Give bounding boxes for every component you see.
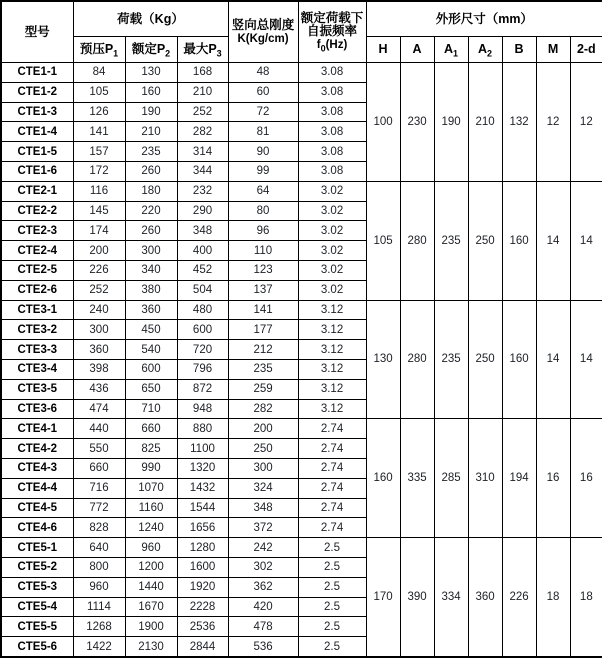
dim-cell-2d: 14: [570, 181, 602, 300]
rated-cell: 1240: [125, 518, 177, 538]
preload-cell: 440: [73, 419, 125, 439]
col-group-load: 荷载（Kg）: [73, 1, 228, 37]
dim-cell-a1: 285: [434, 419, 468, 538]
stiffness-cell: 362: [228, 577, 298, 597]
stiffness-unit: K(Kg/cm): [237, 32, 289, 45]
max-cell: 796: [177, 359, 228, 379]
frequency-cell: 2.5: [298, 557, 366, 577]
dim-cell-m: 12: [536, 63, 570, 182]
dim-cell-a: 280: [400, 181, 434, 300]
dim-cell-h: 170: [366, 538, 400, 657]
stiffness-cell: 536: [228, 637, 298, 657]
dim-cell-b: 160: [502, 181, 536, 300]
model-cell: CTE3-2: [1, 320, 73, 340]
dim-cell-a2: 250: [468, 300, 502, 419]
preload-cell: 1114: [73, 597, 125, 617]
frequency-cell: 3.08: [298, 102, 366, 122]
stiffness-cell: 282: [228, 399, 298, 419]
dim-cell-m: 14: [536, 181, 570, 300]
rated-cell: 990: [125, 458, 177, 478]
stiffness-cell: 478: [228, 617, 298, 637]
frequency-cell: 3.08: [298, 63, 366, 83]
model-cell: CTE5-1: [1, 538, 73, 558]
dim-cell-2d: 14: [570, 300, 602, 419]
dim-cell-2d: 16: [570, 419, 602, 538]
rated-cell: 1160: [125, 498, 177, 518]
dim-cell-2d: 18: [570, 538, 602, 657]
max-cell: 872: [177, 379, 228, 399]
frequency-cell: 2.74: [298, 478, 366, 498]
dim-cell-b: 226: [502, 538, 536, 657]
dim-cell-a2: 210: [468, 63, 502, 182]
table-row: [1, 419, 602, 439]
dim-cell-m: 16: [536, 419, 570, 538]
rated-cell: 190: [125, 102, 177, 122]
dim-cell-a: 390: [400, 538, 434, 657]
model-cell: CTE4-1: [1, 419, 73, 439]
model-cell: CTE1-1: [1, 63, 73, 83]
rated-cell: 2130: [125, 637, 177, 657]
preload-cell: 126: [73, 102, 125, 122]
preload-cell: 360: [73, 340, 125, 360]
col-header-h: H: [366, 37, 400, 63]
max-cell: 1544: [177, 498, 228, 518]
frequency-label-2: 自振频率: [307, 24, 358, 38]
preload-cell: 716: [73, 478, 125, 498]
preload-cell: 550: [73, 439, 125, 459]
rated-cell: 960: [125, 538, 177, 558]
max-cell: 232: [177, 181, 228, 201]
frequency-cell: 2.5: [298, 617, 366, 637]
rated-cell: 260: [125, 221, 177, 241]
max-cell: 720: [177, 340, 228, 360]
stiffness-cell: 123: [228, 260, 298, 280]
rated-cell: 660: [125, 419, 177, 439]
col-header-a2: $A_2$: [468, 37, 502, 63]
col-group-dimensions: 外形尺寸（mm）: [366, 1, 602, 37]
max-cell: 2228: [177, 597, 228, 617]
preload-cell: 174: [73, 221, 125, 241]
dim-cell-b: 194: [502, 419, 536, 538]
rated-cell: 1200: [125, 557, 177, 577]
model-cell: CTE2-2: [1, 201, 73, 221]
max-cell: 880: [177, 419, 228, 439]
rated-cell: 235: [125, 142, 177, 162]
max-cell: 2536: [177, 617, 228, 637]
stiffness-cell: 137: [228, 280, 298, 300]
dim-cell-a1: 235: [434, 181, 468, 300]
preload-cell: 1268: [73, 617, 125, 637]
frequency-cell: 2.74: [298, 439, 366, 459]
stiffness-cell: 372: [228, 518, 298, 538]
max-cell: 504: [177, 280, 228, 300]
frequency-symbol: $f_0(Hz)$: [316, 39, 348, 54]
model-cell: CTE3-5: [1, 379, 73, 399]
model-cell: CTE5-3: [1, 577, 73, 597]
frequency-cell: 3.02: [298, 241, 366, 261]
rated-cell: 180: [125, 181, 177, 201]
preload-cell: 116: [73, 181, 125, 201]
model-cell: CTE4-6: [1, 518, 73, 538]
stiffness-cell: 212: [228, 340, 298, 360]
model-cell: CTE3-1: [1, 300, 73, 320]
stiffness-label: 竖向总刚度: [231, 17, 295, 32]
dim-cell-2d: 12: [570, 63, 602, 182]
model-cell: CTE3-6: [1, 399, 73, 419]
dim-cell-a2: 310: [468, 419, 502, 538]
rated-cell: 380: [125, 280, 177, 300]
dim-cell-a1: 190: [434, 63, 468, 182]
preload-cell: 157: [73, 142, 125, 162]
frequency-label-1: 额定荷载下: [300, 11, 364, 25]
dim-cell-h: 130: [366, 300, 400, 419]
preload-cell: 474: [73, 399, 125, 419]
frequency-cell: 3.08: [298, 161, 366, 181]
preload-cell: 145: [73, 201, 125, 221]
model-cell: CTE2-4: [1, 241, 73, 261]
model-cell: CTE1-4: [1, 122, 73, 142]
model-cell: CTE2-6: [1, 280, 73, 300]
max-cell: 1600: [177, 557, 228, 577]
stiffness-cell: 72: [228, 102, 298, 122]
model-cell: CTE1-5: [1, 142, 73, 162]
frequency-cell: 2.5: [298, 577, 366, 597]
stiffness-cell: 99: [228, 161, 298, 181]
table-row: [1, 300, 602, 320]
stiffness-cell: 80: [228, 201, 298, 221]
model-cell: CTE1-2: [1, 82, 73, 102]
max-cell: 1656: [177, 518, 228, 538]
col-header-2d: 2-d: [570, 37, 602, 63]
dim-cell-a: 335: [400, 419, 434, 538]
dim-cell-m: 14: [536, 300, 570, 419]
rated-cell: 340: [125, 260, 177, 280]
frequency-cell: 2.74: [298, 419, 366, 439]
col-header-a: A: [400, 37, 434, 63]
max-cell: 168: [177, 63, 228, 83]
rated-cell: 260: [125, 161, 177, 181]
dim-cell-a1: 235: [434, 300, 468, 419]
preload-cell: 1422: [73, 637, 125, 657]
frequency-cell: 2.74: [298, 458, 366, 478]
stiffness-cell: 81: [228, 122, 298, 142]
col-header-stiffness: [228, 1, 298, 63]
dim-cell-a: 280: [400, 300, 434, 419]
max-cell: 314: [177, 142, 228, 162]
preload-cell: 800: [73, 557, 125, 577]
preload-cell: 141: [73, 122, 125, 142]
stiffness-cell: 300: [228, 458, 298, 478]
model-cell: CTE4-4: [1, 478, 73, 498]
max-cell: 210: [177, 82, 228, 102]
frequency-cell: 3.12: [298, 320, 366, 340]
dim-cell-a2: 360: [468, 538, 502, 657]
model-cell: CTE5-2: [1, 557, 73, 577]
dim-cell-b: 132: [502, 63, 536, 182]
max-cell: 290: [177, 201, 228, 221]
frequency-cell: 3.12: [298, 359, 366, 379]
rated-cell: 450: [125, 320, 177, 340]
col-header-frequency: [298, 1, 366, 63]
frequency-cell: 3.02: [298, 260, 366, 280]
stiffness-cell: 90: [228, 142, 298, 162]
max-cell: 480: [177, 300, 228, 320]
table-row: [1, 538, 602, 558]
col-header-model: 型号: [1, 1, 73, 63]
stiffness-cell: 302: [228, 557, 298, 577]
max-cell: 2844: [177, 637, 228, 657]
dim-cell-b: 160: [502, 300, 536, 419]
rated-cell: 1440: [125, 577, 177, 597]
frequency-cell: 3.08: [298, 122, 366, 142]
preload-cell: 398: [73, 359, 125, 379]
frequency-cell: 3.02: [298, 201, 366, 221]
frequency-cell: 3.02: [298, 280, 366, 300]
model-cell: CTE5-5: [1, 617, 73, 637]
col-header-preload: 预压$P_1$: [73, 37, 125, 63]
max-cell: 344: [177, 161, 228, 181]
preload-cell: 226: [73, 260, 125, 280]
rated-cell: 710: [125, 399, 177, 419]
max-cell: 600: [177, 320, 228, 340]
stiffness-cell: 348: [228, 498, 298, 518]
max-cell: 252: [177, 102, 228, 122]
stiffness-cell: 324: [228, 478, 298, 498]
model-cell: CTE5-6: [1, 637, 73, 657]
dim-cell-a: 230: [400, 63, 434, 182]
stiffness-cell: 420: [228, 597, 298, 617]
preload-cell: 436: [73, 379, 125, 399]
preload-cell: 640: [73, 538, 125, 558]
frequency-cell: 2.5: [298, 538, 366, 558]
preload-cell: 200: [73, 241, 125, 261]
stiffness-cell: 177: [228, 320, 298, 340]
preload-cell: 252: [73, 280, 125, 300]
table-row: [1, 63, 602, 83]
preload-cell: 660: [73, 458, 125, 478]
model-cell: CTE4-2: [1, 439, 73, 459]
stiffness-cell: 200: [228, 419, 298, 439]
max-cell: 400: [177, 241, 228, 261]
header-row-groups: [1, 1, 602, 37]
model-cell: CTE4-3: [1, 458, 73, 478]
rated-cell: 540: [125, 340, 177, 360]
rated-cell: 650: [125, 379, 177, 399]
col-header-m: M: [536, 37, 570, 63]
stiffness-cell: 235: [228, 359, 298, 379]
max-cell: 1432: [177, 478, 228, 498]
preload-cell: 172: [73, 161, 125, 181]
frequency-cell: 3.12: [298, 300, 366, 320]
rated-cell: 600: [125, 359, 177, 379]
frequency-cell: 2.74: [298, 498, 366, 518]
model-cell: CTE4-5: [1, 498, 73, 518]
stiffness-cell: 48: [228, 63, 298, 83]
preload-cell: 828: [73, 518, 125, 538]
model-cell: CTE5-4: [1, 597, 73, 617]
table-row: [1, 181, 602, 201]
stiffness-cell: 110: [228, 241, 298, 261]
stiffness-cell: 60: [228, 82, 298, 102]
frequency-cell: 3.02: [298, 181, 366, 201]
rated-cell: 160: [125, 82, 177, 102]
frequency-cell: 2.5: [298, 637, 366, 657]
model-cell: CTE2-5: [1, 260, 73, 280]
dim-cell-a1: 334: [434, 538, 468, 657]
model-cell: CTE2-1: [1, 181, 73, 201]
preload-cell: 84: [73, 63, 125, 83]
stiffness-cell: 242: [228, 538, 298, 558]
rated-cell: 210: [125, 122, 177, 142]
frequency-cell: 3.08: [298, 142, 366, 162]
table-body: [1, 63, 602, 657]
frequency-cell: 3.12: [298, 399, 366, 419]
preload-cell: 105: [73, 82, 125, 102]
max-cell: 1100: [177, 439, 228, 459]
stiffness-cell: 141: [228, 300, 298, 320]
col-header-b: B: [502, 37, 536, 63]
frequency-cell: 2.5: [298, 597, 366, 617]
stiffness-cell: 250: [228, 439, 298, 459]
rated-cell: 300: [125, 241, 177, 261]
model-cell: CTE1-3: [1, 102, 73, 122]
preload-cell: 772: [73, 498, 125, 518]
frequency-cell: 3.12: [298, 379, 366, 399]
rated-cell: 220: [125, 201, 177, 221]
rated-cell: 1070: [125, 478, 177, 498]
model-cell: CTE2-3: [1, 221, 73, 241]
stiffness-cell: 259: [228, 379, 298, 399]
rated-cell: 1900: [125, 617, 177, 637]
frequency-cell: 3.08: [298, 82, 366, 102]
col-header-rated: 额定$P_2$: [125, 37, 177, 63]
max-cell: 948: [177, 399, 228, 419]
dim-cell-m: 18: [536, 538, 570, 657]
stiffness-cell: 64: [228, 181, 298, 201]
frequency-cell: 3.02: [298, 221, 366, 241]
dim-cell-h: 100: [366, 63, 400, 182]
frequency-cell: 3.12: [298, 340, 366, 360]
dim-cell-h: 160: [366, 419, 400, 538]
max-cell: 1920: [177, 577, 228, 597]
rated-cell: 130: [125, 63, 177, 83]
dim-cell-a2: 250: [468, 181, 502, 300]
preload-cell: 300: [73, 320, 125, 340]
frequency-cell: 2.74: [298, 518, 366, 538]
max-cell: 282: [177, 122, 228, 142]
model-cell: CTE1-6: [1, 161, 73, 181]
preload-cell: 240: [73, 300, 125, 320]
rated-cell: 825: [125, 439, 177, 459]
rated-cell: 360: [125, 300, 177, 320]
max-cell: 348: [177, 221, 228, 241]
preload-cell: 960: [73, 577, 125, 597]
col-header-max: 最大$P_3$: [177, 37, 228, 63]
model-cell: CTE3-4: [1, 359, 73, 379]
max-cell: 452: [177, 260, 228, 280]
rated-cell: 1670: [125, 597, 177, 617]
max-cell: 1320: [177, 458, 228, 478]
dim-cell-h: 105: [366, 181, 400, 300]
col-header-a1: $A_1$: [434, 37, 468, 63]
stiffness-cell: 96: [228, 221, 298, 241]
max-cell: 1280: [177, 538, 228, 558]
model-cell: CTE3-3: [1, 340, 73, 360]
